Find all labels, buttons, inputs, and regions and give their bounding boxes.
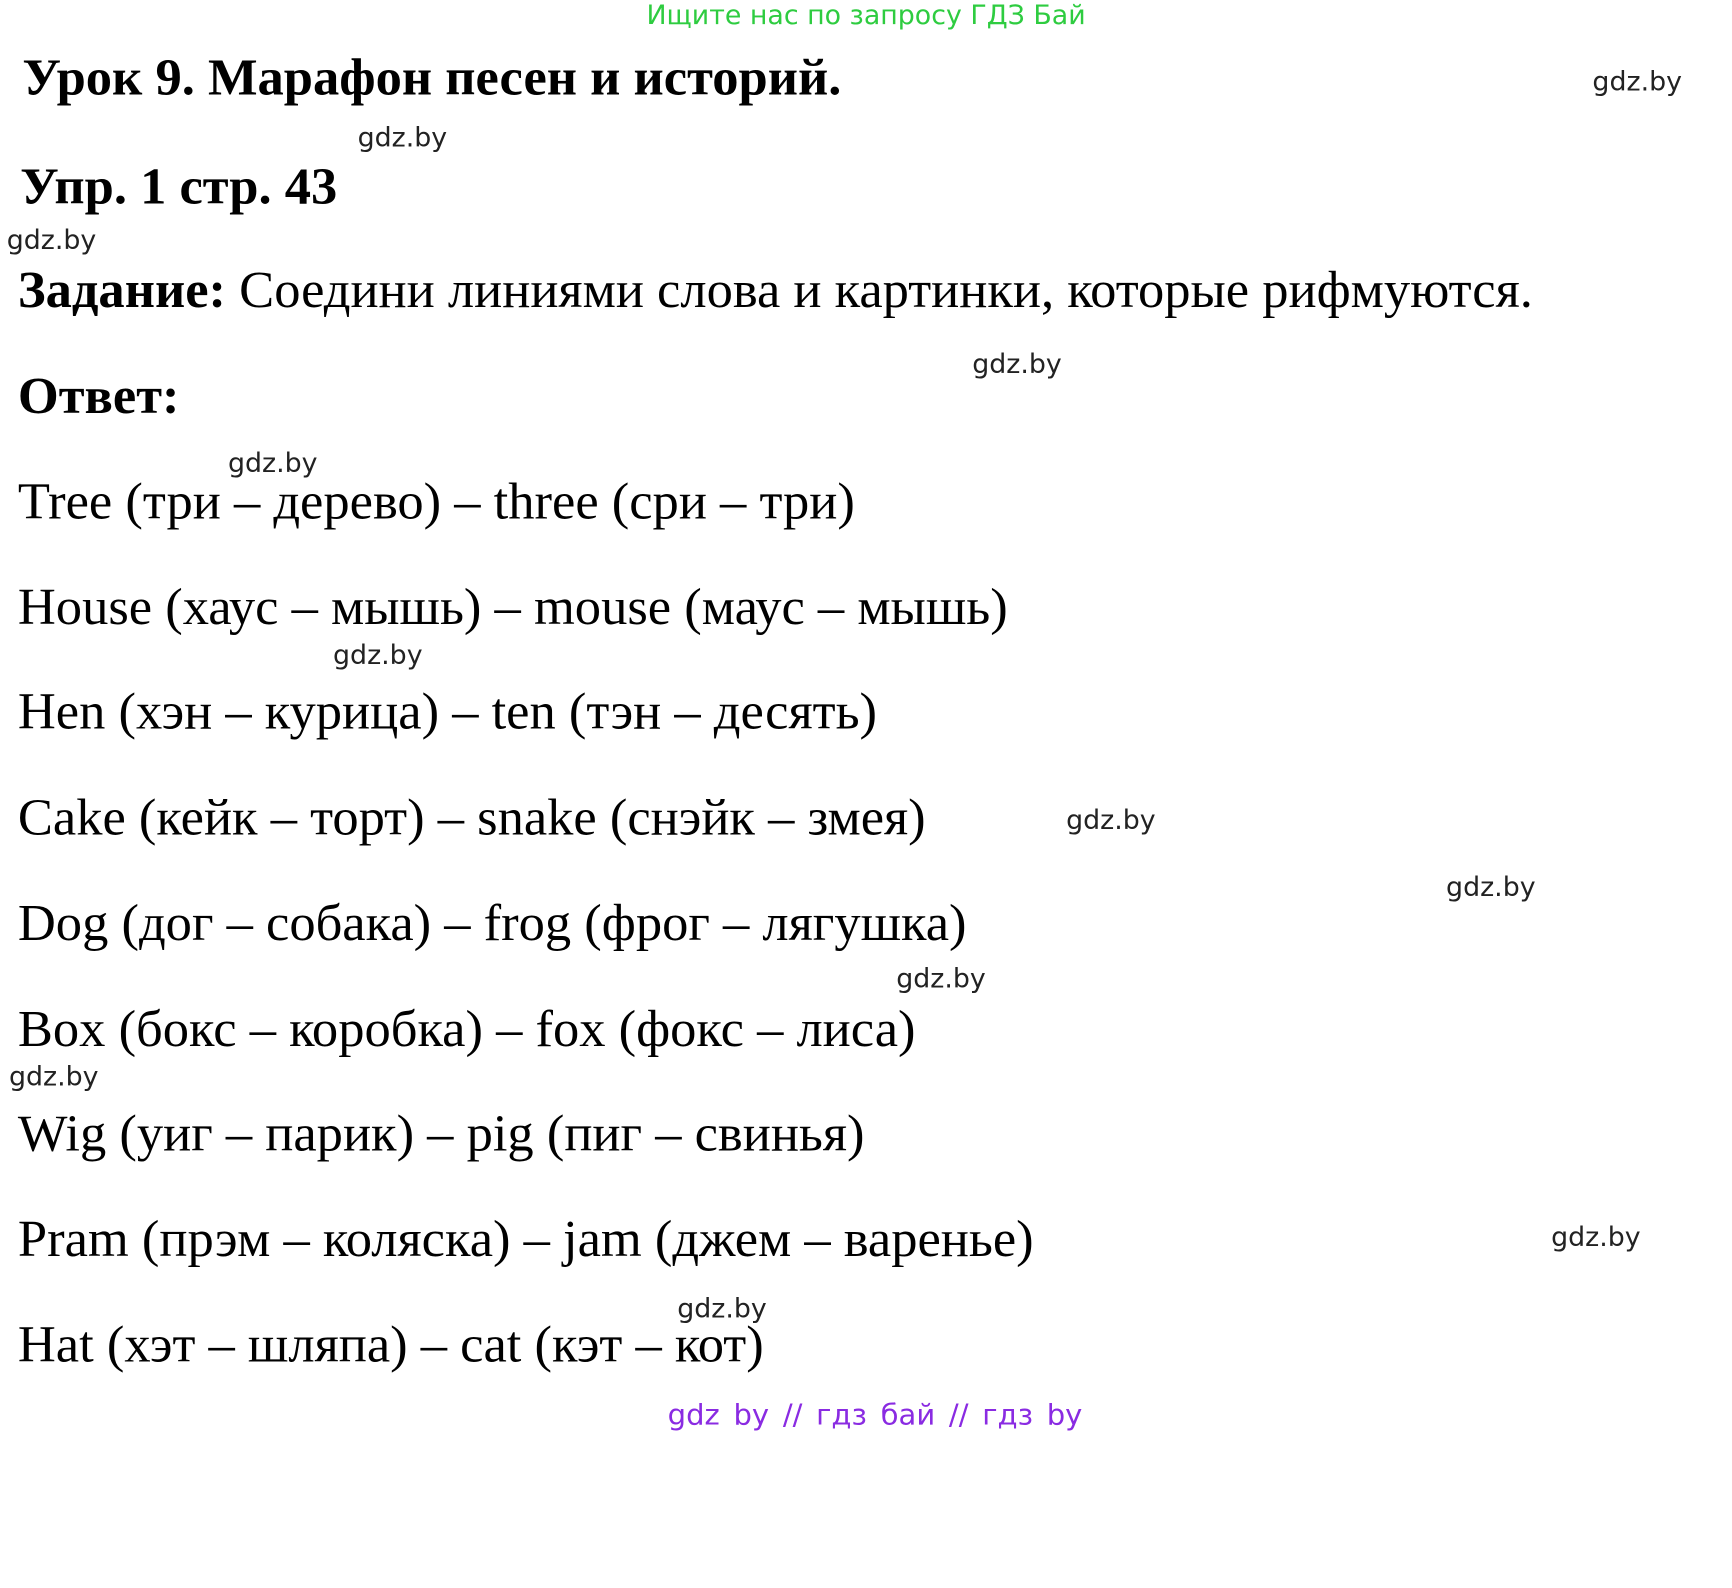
exercise-heading: Упр. 1 стр. 43 (20, 158, 338, 216)
answer-line-5: Dog (дог – собака) – frog (фрог – лягушка) (17, 894, 967, 953)
footer-links[interactable]: gdz by // гдз бай // гдз by (667, 1399, 1083, 1433)
watermark: gdz.by (677, 1293, 767, 1325)
watermark: gdz.by (227, 448, 318, 479)
watermark: gdz.by (333, 639, 423, 671)
watermark: gdz.by (972, 348, 1062, 380)
task-description: Соедини линиями слова и картинки, которые рифмуются. (226, 261, 1533, 320)
watermark: gdz.by (357, 122, 448, 154)
lesson-title: Урок 9. Марафон песен и историй. (22, 49, 842, 107)
watermark: gdz.by (1446, 871, 1536, 903)
answer-line-4: Cake (кейк – торт) – snake (снэйк – змея) (17, 789, 926, 847)
answer-line-2: House (хаус – мышь) – mouse (маус – мышь) (17, 579, 1008, 637)
task-label: Задание: (17, 261, 227, 320)
watermark: gdz.by (1551, 1221, 1641, 1253)
watermark: gdz.by (1592, 66, 1682, 97)
answer-line-6: Box (бокс – коробка) – fox (фокс – лиса) (17, 1000, 916, 1058)
top-banner[interactable]: Ищите нас по запросу ГДЗ Бай (646, 0, 1086, 31)
task-text (18, 261, 1533, 320)
answer-line-3: Hen (хэн – курица) – ten (тэн – десять) (17, 683, 878, 741)
watermark: gdz.by (1066, 804, 1156, 836)
answer-line-9: Hat (хэт – шляпа) – cat (кэт – кот) (17, 1316, 764, 1374)
answer-line-8: Pram (прэм – коляска) – jam (джем – варенье) (17, 1210, 1034, 1269)
answer-line-7: Wig (уиг – парик) – pig (пиг – свинья) (17, 1105, 865, 1163)
watermark: gdz.by (896, 963, 986, 995)
watermark: gdz.by (6, 224, 97, 256)
answer-line-1: Tree (три – дерево) – three (сри – три) (17, 473, 855, 531)
answer-label: Ответ: (17, 367, 180, 425)
watermark: gdz.by (8, 1061, 99, 1092)
